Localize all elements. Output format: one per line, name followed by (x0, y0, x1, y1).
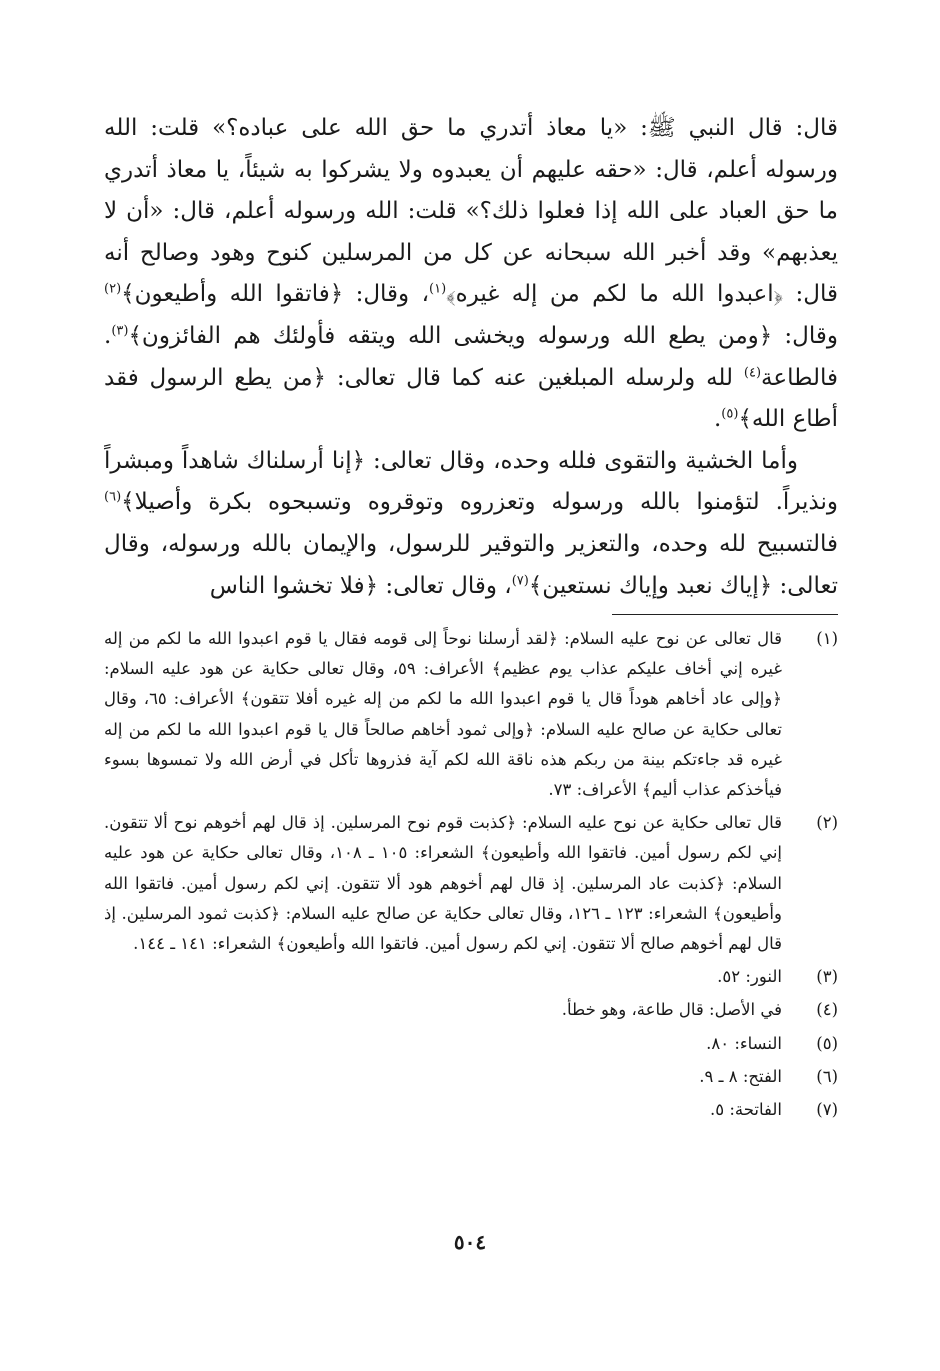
footnote-number: (١) (816, 629, 838, 648)
footnote-6 (104, 1062, 838, 1092)
footnote-1 (104, 624, 838, 805)
footnote-ref-2[interactable]: (٢) (104, 281, 122, 297)
footnote-2 (104, 808, 838, 959)
paragraph-1 (104, 108, 838, 441)
paragraph-1-text-e: لله ولرسله المبلغين عنه كما قال تعالى: ﴿من يطع الرسول فقد أطاع الله﴾ (104, 364, 838, 433)
paragraph-1-text-d: . فالطاعة (104, 322, 838, 391)
paragraph-2-text-b: فالتسبيح لله وحده، والتعزير والتوقير للرسول، والإيمان بالله ورسوله، وقال تعالى: ﴿إياك نعبد وإياك نستعين﴾ (104, 530, 838, 599)
footnote-text: النساء: ٨٠. (706, 1033, 782, 1053)
footnote-ref-7[interactable]: (٧) (511, 572, 529, 588)
footnote-ref-5[interactable]: (٥) (721, 406, 739, 422)
footnote-5 (104, 1029, 838, 1059)
footnote-number: (٤) (816, 1000, 838, 1020)
footnote-7 (104, 1095, 838, 1125)
footnote-separator (612, 614, 838, 615)
footnote-ref-3[interactable]: (٣) (111, 323, 129, 339)
footnote-text: في الأصل: قال طاعة، وهو خطأ. (561, 1000, 782, 1020)
page-number: ٥٠٤ (453, 1230, 487, 1254)
footnote-number: (٧) (816, 1100, 838, 1120)
paragraph-1-text-c: وقال: ﴿ومن يطع الله ورسوله ويخشى الله ويتقه فأولئك هم الفائزون﴾ (128, 322, 838, 349)
footnotes (104, 624, 838, 1125)
paragraph-2-text-a: وأما الخشية والتقوى فلله وحده، وقال تعالى: ﴿إنا أرسلناك شاهداً ومبشراً ونذيراً. لتؤمنوا بالله ورسوله وتعزروه وتوقروه وتسبحوه بكرة وأصيلا﴾ (104, 447, 838, 516)
footnote-number: (٦) (816, 1066, 838, 1086)
footnote-text: قال تعالى عن نوح عليه السلام: ﴿لقد أرسلنا نوحاً إلى قومه فقال يا قوم اعبدوا الله ما لكم من إله غيره إني أخاف عليكم عذاب يوم عظيم﴾ الأعراف: ٥٩، وقال تعالى حكاية عن هود عليه السلام: ﴿وإلى عاد أخاهم هوداً قال يا قوم اعبدوا الله ما لكم من إله غيره أفلا تتقون﴾ الأعراف: ٦٥، وقال تعالى حكاية عن صالح عليه السلام: ﴿وإلى ثمود أخاهم صالحاً قال يا قوم اعبدوا الله ما لكم من إله غيره قد جاءتكم بينة من ربكم هذه ناقة الله لكم آية فذروها تأكل في أرض الله ولا تمسوها بسوء فيأخذكم عذاب أليم﴾ الأعراف: ٧٣. (104, 629, 782, 800)
footnote-text: الفاتحة: ٥. (709, 1100, 782, 1120)
footnote-text: النور: ٥٢. (717, 967, 782, 987)
footnote-ref-4[interactable]: (٤) (743, 364, 762, 380)
paragraph-1-text-a: قال: قال النبي ﷺ: «يا معاذ أتدري ما حق الله على عباده؟» قلت: الله ورسوله أعلم، قال: «حقه عليهم أن يعبدوه ولا يشركوا به شيئاً، يا معاذ أتدري ما حق العباد على الله إذا فعلوا ذلك؟» قلت: الله ورسوله أعلم، قال: «أن لا يعذبهم» وقد أخبر الله سبحانه عن كل من المرسلين كنوح وهود وصالح أنه قال: ﴿اعبدوا الله ما لكم من إله غيره﴾ (104, 115, 838, 308)
footnote-3 (104, 962, 838, 992)
paragraph-2 (104, 441, 838, 607)
footnote-number: (٥) (816, 1033, 838, 1053)
footnote-text: الفتح: ٨ ـ ٩. (699, 1066, 782, 1086)
footnote-number: (٢) (816, 813, 838, 833)
footnote-ref-1[interactable]: (١) (429, 281, 447, 297)
footnote-number: (٣) (816, 967, 838, 987)
paragraph-1-text-b: ، وقال: ﴿فاتقوا الله وأطيعون﴾ (121, 281, 429, 308)
paragraph-1-text-f: . (713, 406, 722, 433)
main-text (104, 108, 838, 607)
paragraph-2-text-c: ، وقال تعالى: ﴿فلا تخشوا الناس (209, 572, 512, 599)
footnote-text: قال تعالى حكاية عن نوح عليه السلام: ﴿كذبت قوم نوح المرسلين. إذ قال لهم أخوهم نوح ألا تتقون. إني لكم رسول أمين. فاتقوا الله وأطيعون﴾ الشعراء: ١٠٥ ـ ١٠٨، وقال تعالى حكاية عن هود عليه السلام: ﴿كذبت عاد المرسلين. إذ قال لهم أخوهم هود ألا تتقون. إني لكم رسول أمين. فاتقوا الله وأطيعون﴾ الشعراء: ١٢٣ ـ ١٢٦، وقال تعالى حكاية عن صالح عليه السلام: ﴿كذبت ثمود المرسلين. إذ قال لهم أخوهم صالح ألا تتقون. إني لكم رسول أمين. فاتقوا الله وأطيعون﴾ الشعراء: ١٤١ ـ ١٤٤. (104, 813, 782, 954)
footnote-ref-6[interactable]: (٦) (104, 489, 122, 505)
footnote-4 (104, 995, 838, 1025)
